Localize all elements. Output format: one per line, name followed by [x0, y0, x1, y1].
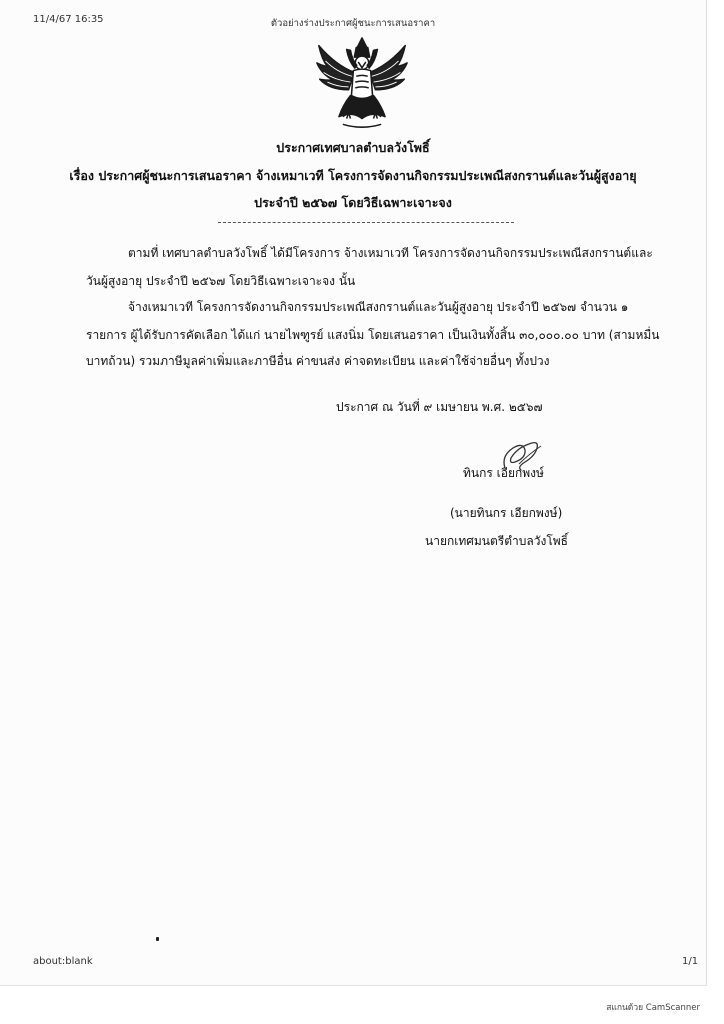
body-paragraph-1-line-1: ตามที่ เทศบาลตำบลวังโพธิ์ ได้มีโครงการ จ้างเหมาเวที โครงการจัดงานกิจกรรมประเพณีสงกรานต์และ: [128, 246, 653, 260]
subject-line-2: ประจำปี ๒๕๖๗ โดยวิธีเฉพาะเจาะจง: [254, 195, 452, 210]
scanner-watermark: สแกนด้วย CamScanner: [606, 1003, 700, 1013]
signatory-position: นายกเทศมนตรีตำบลวังโพธิ์: [425, 534, 568, 548]
print-footer-url: about:blank: [33, 956, 93, 967]
issuer-title: ประกาศเทศบาลตำบลวังโพธิ์: [276, 140, 430, 155]
subject-line-1: เรื่อง ประกาศผู้ชนะการเสนอราคา จ้างเหมาเวที โครงการจัดงานกิจกรรมประเพณีสงกรานต์และวันผู้สูงอายุ: [69, 168, 637, 183]
section-divider: [218, 222, 514, 223]
signatory-full-name: (นายทินกร เอียกพงษ์): [450, 506, 563, 520]
body-paragraph-2-line-3: บาทถ้วน) รวมภาษีมูลค่าเพิ่มและภาษีอื่น ค่าขนส่ง ค่าจดทะเบียน และค่าใช้จ่ายอื่นๆ ทั้งปวง: [86, 354, 550, 368]
print-datetime: 11/4/67 16:35: [33, 14, 104, 25]
body-paragraph-2-line-1: จ้างเหมาเวที โครงการจัดงานกิจกรรมประเพณีสงกรานต์และวันผู้สูงอายุ ประจำปี ๒๕๖๗ จำนวน ๑: [128, 300, 629, 314]
print-footer-page: 1/1: [682, 956, 699, 967]
signatory-name: ทินกร เอียกพงษ์: [463, 466, 544, 480]
print-doc-caption: ตัวอย่างร่างประกาศผู้ชนะการเสนอราคา: [270, 18, 436, 29]
body-paragraph-1-line-2: วันผู้สูงอายุ ประจำปี ๒๕๖๗ โดยวิธีเฉพาะเจาะจง นั้น: [86, 274, 356, 288]
body-paragraph-2-line-2: รายการ ผู้ได้รับการคัดเลือก ได้แก่ นายไพฑูรย์ แสงนิ่ม โดยเสนอราคา เป็นเงินทั้งสิ้น ๓๐,๐๐๐.๐๐ บาท (สามหมื่น: [86, 328, 660, 342]
scan-speck: [156, 937, 159, 941]
announcement-date: ประกาศ ณ วันที่ ๙ เมษายน พ.ศ. ๒๕๖๗: [336, 400, 543, 414]
garuda-emblem-icon: [314, 36, 410, 132]
